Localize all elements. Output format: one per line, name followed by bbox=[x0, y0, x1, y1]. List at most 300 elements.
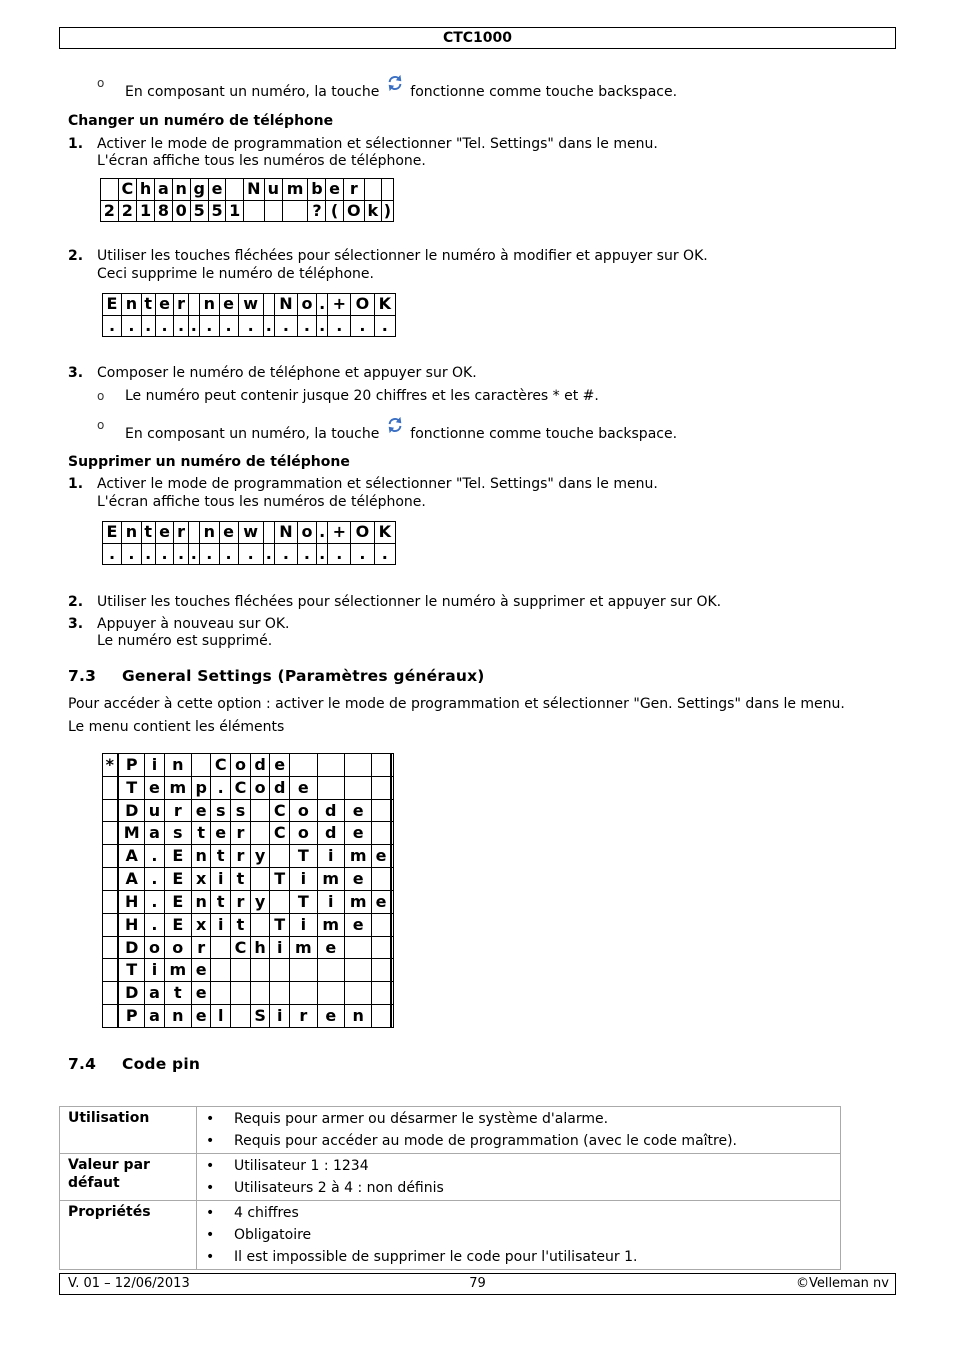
lcd-cell bbox=[264, 200, 282, 222]
lcd-enter-new-number-delete bbox=[102, 521, 396, 565]
lcd-cell: a bbox=[145, 982, 164, 1005]
general-para2: Le menu contient les éléments bbox=[68, 719, 285, 735]
change-step1-line1: Activer le mode de programmation et sélectionner "Tel. Settings" dans le menu. bbox=[97, 136, 658, 152]
lcd-cell: . bbox=[145, 890, 164, 913]
lcd-cell: r bbox=[192, 936, 211, 959]
lcd-cell: A bbox=[119, 845, 145, 868]
lcd-cell: r bbox=[290, 1005, 317, 1028]
lcd-cell: . bbox=[317, 294, 328, 316]
change-step1-line2: L'écran affiche tous les numéros de téléphone. bbox=[97, 153, 426, 169]
lcd-cell: h bbox=[137, 179, 155, 201]
lcd-cell bbox=[372, 868, 390, 891]
table-row bbox=[60, 1107, 841, 1154]
lcd-cell bbox=[290, 959, 317, 982]
lcd-cell bbox=[270, 845, 290, 868]
lcd-cell bbox=[344, 959, 371, 982]
lcd-row bbox=[103, 936, 394, 959]
section-title: Code pin bbox=[122, 1055, 201, 1073]
table-row bbox=[60, 1154, 841, 1201]
intro-bullet bbox=[97, 74, 104, 92]
lcd-cell: e bbox=[344, 822, 371, 845]
lcd-cell: + bbox=[328, 294, 351, 316]
lcd-cell: t bbox=[141, 522, 155, 544]
lcd-cell: . bbox=[263, 315, 274, 337]
step-number: 3. bbox=[68, 365, 84, 381]
lcd-cell: * bbox=[103, 754, 118, 777]
lcd-cell: . bbox=[122, 315, 142, 337]
intro-bullet-text: En composant un numéro, la touche fonctionne comme touche backspace. bbox=[125, 74, 677, 101]
lcd-cell bbox=[250, 822, 269, 845]
lcd-cell: t bbox=[192, 822, 211, 845]
lcd-cell: e bbox=[192, 799, 211, 822]
lcd-cell: i bbox=[145, 959, 164, 982]
lcd-cell bbox=[103, 845, 118, 868]
lcd-cell bbox=[231, 982, 251, 1005]
lcd-cell bbox=[317, 959, 344, 982]
refresh-icon bbox=[386, 416, 404, 434]
lcd-cell: d bbox=[270, 776, 290, 799]
section-number: 7.3 bbox=[68, 667, 97, 685]
lcd-cell: s bbox=[164, 822, 191, 845]
table-key: Valeur par défaut bbox=[60, 1154, 197, 1201]
list-item: • Obligatoire bbox=[198, 1224, 839, 1246]
lcd-cell bbox=[344, 776, 371, 799]
lcd-cell: . bbox=[199, 543, 219, 565]
change-bullet1: Le numéro peut contenir jusque 20 chiffres et les caractères * et #. bbox=[125, 388, 599, 404]
lcd-cell: ( bbox=[326, 200, 343, 222]
lcd-cell bbox=[211, 959, 231, 982]
lcd-cell: m bbox=[164, 959, 191, 982]
lcd-cell bbox=[231, 1005, 251, 1028]
lcd-cell: C bbox=[270, 822, 290, 845]
lcd-cell: . bbox=[145, 868, 164, 891]
lcd-cell bbox=[392, 868, 394, 891]
lcd-row bbox=[103, 890, 394, 913]
lcd-cell: T bbox=[119, 776, 145, 799]
lcd-cell: e bbox=[317, 1005, 344, 1028]
lcd-cell: . bbox=[328, 543, 351, 565]
lcd-cell: e bbox=[270, 754, 290, 777]
lcd-cell: D bbox=[119, 799, 145, 822]
lcd-cell: K bbox=[374, 294, 395, 316]
lcd-cell: . bbox=[328, 315, 351, 337]
lcd-cell: . bbox=[141, 315, 155, 337]
section-title: General Settings (Paramètres généraux) bbox=[122, 667, 485, 685]
lcd-cell: o bbox=[145, 936, 164, 959]
lcd-cell: 1 bbox=[226, 200, 244, 222]
lcd-cell: O bbox=[351, 294, 374, 316]
lcd-cell: C bbox=[231, 776, 251, 799]
lcd-cell bbox=[270, 982, 290, 1005]
delete-step1-line2: L'écran affiche tous les numéros de téléphone. bbox=[97, 494, 426, 510]
change-heading: Changer un numéro de téléphone bbox=[68, 113, 334, 129]
lcd-cell: e bbox=[192, 1005, 211, 1028]
lcd-general-menu bbox=[102, 753, 394, 1028]
lcd-cell: e bbox=[219, 522, 238, 544]
lcd-cell: l bbox=[211, 1005, 231, 1028]
lcd-cell bbox=[243, 200, 264, 222]
lcd-cell: i bbox=[290, 913, 317, 936]
lcd-cell: E bbox=[164, 890, 191, 913]
lcd-cell: . bbox=[317, 543, 328, 565]
lcd-cell: . bbox=[274, 543, 297, 565]
delete-step2-line1: Utiliser les touches fléchées pour sélectionner le numéro à supprimer et appuyer sur OK. bbox=[97, 594, 722, 610]
lcd-cell: O bbox=[351, 522, 374, 544]
header-title: CTC1000 bbox=[442, 30, 513, 46]
table-value bbox=[197, 1201, 841, 1270]
delete-step3-line2: Le numéro est supprimé. bbox=[97, 633, 273, 649]
lcd-cell: m bbox=[282, 179, 308, 201]
lcd-row bbox=[103, 845, 394, 868]
lcd-cell: i bbox=[290, 868, 317, 891]
step-number: 3. bbox=[68, 616, 84, 632]
lcd-cell: m bbox=[344, 890, 371, 913]
lcd-cell: 8 bbox=[155, 200, 173, 222]
lcd-cell: i bbox=[211, 913, 231, 936]
lcd-cell: C bbox=[118, 179, 137, 201]
lcd-cell: r bbox=[231, 890, 251, 913]
lcd-cell bbox=[344, 982, 371, 1005]
page-header bbox=[59, 27, 896, 49]
change-step3-line1: Composer le numéro de téléphone et appuyer sur OK. bbox=[97, 365, 477, 381]
lcd-cell: o bbox=[231, 754, 251, 777]
lcd-cell: C bbox=[270, 799, 290, 822]
lcd-cell: A bbox=[119, 868, 145, 891]
lcd-cell: g bbox=[190, 179, 208, 201]
lcd-cell: i bbox=[270, 936, 290, 959]
table-value bbox=[197, 1107, 841, 1154]
lcd-cell: e bbox=[145, 776, 164, 799]
bullet-marker: o bbox=[97, 389, 105, 403]
lcd-cell: y bbox=[250, 890, 269, 913]
list-item: • Requis pour accéder au mode de programmation (avec le code maître). bbox=[198, 1130, 839, 1152]
lcd-cell: r bbox=[164, 799, 191, 822]
lcd-cell: . bbox=[374, 543, 395, 565]
lcd-cell: d bbox=[317, 822, 344, 845]
lcd-cell: ? bbox=[308, 200, 326, 222]
lcd-row bbox=[103, 822, 394, 845]
lcd-cell: n bbox=[164, 1005, 191, 1028]
lcd-cell: o bbox=[290, 799, 317, 822]
lcd-cell: . bbox=[374, 315, 395, 337]
lcd-cell: . bbox=[155, 543, 174, 565]
pin-table bbox=[59, 1106, 841, 1270]
lcd-cell: r bbox=[174, 522, 188, 544]
lcd-cell: e bbox=[192, 982, 211, 1005]
lcd-cell: m bbox=[164, 776, 191, 799]
lcd-cell bbox=[372, 776, 390, 799]
lcd-cell: P bbox=[119, 1005, 145, 1028]
lcd-cell: n bbox=[199, 294, 219, 316]
lcd-cell: n bbox=[192, 890, 211, 913]
lcd-cell: E bbox=[164, 845, 191, 868]
lcd-cell: T bbox=[270, 913, 290, 936]
lcd-row bbox=[103, 799, 394, 822]
lcd-cell: r bbox=[231, 822, 251, 845]
lcd-cell bbox=[250, 799, 269, 822]
lcd-cell: m bbox=[317, 913, 344, 936]
lcd-cell: . bbox=[317, 522, 328, 544]
table-value bbox=[197, 1154, 841, 1201]
lcd-cell: o bbox=[250, 776, 269, 799]
lcd-cell: r bbox=[231, 845, 251, 868]
lcd-cell: e bbox=[290, 776, 317, 799]
lcd-cell bbox=[101, 179, 119, 201]
lcd-cell: . bbox=[297, 315, 316, 337]
lcd-cell: w bbox=[238, 294, 263, 316]
lcd-cell bbox=[392, 936, 394, 959]
lcd-cell bbox=[188, 294, 199, 316]
lcd-cell bbox=[392, 776, 394, 799]
lcd-cell bbox=[103, 868, 118, 891]
lcd-cell bbox=[103, 890, 118, 913]
lcd-cell bbox=[372, 913, 390, 936]
lcd-cell bbox=[188, 522, 199, 544]
lcd-cell: . bbox=[317, 315, 328, 337]
lcd-cell: K bbox=[374, 522, 395, 544]
lcd-cell: o bbox=[164, 936, 191, 959]
lcd-cell: r bbox=[174, 294, 188, 316]
lcd-cell bbox=[344, 754, 371, 777]
lcd-cell bbox=[270, 890, 290, 913]
lcd-cell bbox=[211, 982, 231, 1005]
lcd-cell bbox=[392, 754, 394, 777]
lcd-cell: b bbox=[308, 179, 326, 201]
lcd-cell bbox=[290, 754, 317, 777]
lcd-cell bbox=[392, 1005, 394, 1028]
lcd-cell bbox=[103, 799, 118, 822]
lcd-cell bbox=[103, 776, 118, 799]
lcd-cell: e bbox=[344, 868, 371, 891]
lcd-cell bbox=[103, 959, 118, 982]
step-number: 1. bbox=[68, 136, 84, 152]
lcd-cell: . bbox=[155, 315, 174, 337]
lcd-cell bbox=[392, 913, 394, 936]
lcd-cell: t bbox=[231, 913, 251, 936]
lcd-cell bbox=[392, 982, 394, 1005]
lcd-cell: u bbox=[264, 179, 282, 201]
lcd-cell bbox=[263, 294, 274, 316]
step-number: 1. bbox=[68, 476, 84, 492]
lcd-row bbox=[103, 754, 394, 777]
lcd-row bbox=[103, 543, 396, 565]
lcd-cell bbox=[372, 822, 390, 845]
lcd-cell: T bbox=[119, 959, 145, 982]
lcd-cell: e bbox=[372, 845, 390, 868]
lcd-cell: D bbox=[119, 936, 145, 959]
lcd-cell: t bbox=[141, 294, 155, 316]
lcd-cell bbox=[192, 754, 211, 777]
lcd-cell: H bbox=[119, 913, 145, 936]
lcd-cell bbox=[103, 982, 118, 1005]
page-footer bbox=[59, 1273, 896, 1295]
lcd-cell bbox=[250, 868, 269, 891]
lcd-cell: E bbox=[103, 294, 122, 316]
lcd-cell: . bbox=[297, 543, 316, 565]
lcd-cell: ) bbox=[381, 200, 393, 222]
lcd-cell: S bbox=[250, 1005, 269, 1028]
lcd-cell: . bbox=[145, 845, 164, 868]
lcd-cell: O bbox=[343, 200, 364, 222]
lcd-cell: r bbox=[343, 179, 364, 201]
lcd-cell: n bbox=[122, 294, 142, 316]
lcd-cell bbox=[103, 822, 118, 845]
change-bullet2: En composant un numéro, la touche fonctionne comme touche backspace. bbox=[125, 416, 677, 443]
footer-copyright: ©Velleman nv bbox=[795, 1276, 889, 1291]
lcd-cell: d bbox=[317, 799, 344, 822]
lcd-cell: i bbox=[317, 890, 344, 913]
lcd-cell: C bbox=[211, 754, 231, 777]
lcd-cell: a bbox=[155, 179, 173, 201]
lcd-cell: e bbox=[192, 959, 211, 982]
step-number: 2. bbox=[68, 594, 84, 610]
lcd-cell: 2 bbox=[118, 200, 137, 222]
lcd-cell: y bbox=[250, 845, 269, 868]
lcd-cell: N bbox=[274, 522, 297, 544]
lcd-cell: p bbox=[192, 776, 211, 799]
lcd-cell: i bbox=[270, 1005, 290, 1028]
general-para1: Pour accéder à cette option : activer le mode de programmation et sélectionner "Gen. Settings" dans le menu. bbox=[68, 696, 845, 712]
lcd-row bbox=[103, 776, 394, 799]
lcd-row bbox=[103, 522, 396, 544]
lcd-cell bbox=[392, 799, 394, 822]
lcd-cell: t bbox=[211, 845, 231, 868]
bullet-marker: o bbox=[97, 76, 105, 90]
delete-step3-line1: Appuyer à nouveau sur OK. bbox=[97, 616, 290, 632]
lcd-cell: H bbox=[119, 890, 145, 913]
bullet-marker: o bbox=[97, 418, 105, 432]
lcd-row bbox=[101, 179, 394, 201]
lcd-cell: m bbox=[317, 868, 344, 891]
delete-heading: Supprimer un numéro de téléphone bbox=[68, 454, 350, 470]
lcd-cell bbox=[372, 799, 390, 822]
lcd-change-number bbox=[100, 178, 394, 222]
lcd-cell: x bbox=[192, 913, 211, 936]
lcd-cell: . bbox=[219, 543, 238, 565]
lcd-cell: u bbox=[145, 799, 164, 822]
lcd-cell bbox=[103, 936, 118, 959]
lcd-cell bbox=[282, 200, 308, 222]
lcd-row bbox=[101, 200, 394, 222]
lcd-cell: o bbox=[290, 822, 317, 845]
list-item: • Il est impossible de supprimer le code pour l'utilisateur 1. bbox=[198, 1246, 839, 1268]
table-row bbox=[60, 1201, 841, 1270]
list-item: • Utilisateur 1 : 1234 bbox=[198, 1155, 839, 1177]
list-item: • Utilisateurs 2 à 4 : non définis bbox=[198, 1177, 839, 1199]
lcd-row bbox=[103, 315, 396, 337]
lcd-cell: a bbox=[145, 1005, 164, 1028]
lcd-cell: 5 bbox=[208, 200, 226, 222]
lcd-cell: h bbox=[250, 936, 269, 959]
lcd-cell bbox=[317, 776, 344, 799]
lcd-cell: o bbox=[297, 294, 316, 316]
lcd-cell: d bbox=[250, 754, 269, 777]
lcd-cell: . bbox=[274, 315, 297, 337]
table-key: Utilisation bbox=[60, 1107, 197, 1154]
lcd-row bbox=[103, 1005, 394, 1028]
lcd-cell: e bbox=[155, 294, 174, 316]
lcd-cell bbox=[250, 959, 269, 982]
lcd-cell bbox=[392, 822, 394, 845]
lcd-cell: o bbox=[297, 522, 316, 544]
lcd-cell bbox=[372, 959, 390, 982]
lcd-cell: . bbox=[145, 913, 164, 936]
lcd-cell: . bbox=[238, 543, 263, 565]
lcd-cell: m bbox=[344, 845, 371, 868]
lcd-cell bbox=[392, 845, 394, 868]
lcd-cell: k bbox=[364, 200, 381, 222]
lcd-row bbox=[103, 982, 394, 1005]
lcd-cell: t bbox=[231, 868, 251, 891]
change-step2-line2: Ceci supprime le numéro de téléphone. bbox=[97, 266, 374, 282]
lcd-cell: E bbox=[103, 522, 122, 544]
lcd-cell bbox=[211, 936, 231, 959]
lcd-cell: t bbox=[164, 982, 191, 1005]
list-item: • 4 chiffres bbox=[198, 1202, 839, 1224]
delete-step1-line1: Activer le mode de programmation et sélectionner "Tel. Settings" dans le menu. bbox=[97, 476, 658, 492]
lcd-cell: + bbox=[328, 522, 351, 544]
lcd-cell bbox=[226, 179, 244, 201]
lcd-cell: n bbox=[164, 754, 191, 777]
step-number: 2. bbox=[68, 248, 84, 264]
lcd-row bbox=[103, 294, 396, 316]
lcd-cell: s bbox=[231, 799, 251, 822]
lcd-cell: . bbox=[174, 315, 188, 337]
lcd-cell bbox=[317, 982, 344, 1005]
lcd-cell: e bbox=[344, 913, 371, 936]
lcd-cell: T bbox=[270, 868, 290, 891]
lcd-cell bbox=[372, 982, 390, 1005]
lcd-cell: . bbox=[351, 315, 374, 337]
lcd-cell bbox=[372, 754, 390, 777]
lcd-cell: e bbox=[211, 822, 231, 845]
lcd-cell: E bbox=[164, 868, 191, 891]
lcd-cell: e bbox=[344, 799, 371, 822]
lcd-cell: 0 bbox=[172, 200, 190, 222]
lcd-cell bbox=[290, 982, 317, 1005]
lcd-cell bbox=[381, 179, 393, 201]
lcd-cell bbox=[263, 522, 274, 544]
lcd-cell bbox=[317, 754, 344, 777]
lcd-cell: s bbox=[211, 799, 231, 822]
lcd-cell bbox=[270, 959, 290, 982]
lcd-cell: . bbox=[263, 543, 274, 565]
lcd-cell bbox=[250, 982, 269, 1005]
lcd-cell: . bbox=[174, 543, 188, 565]
lcd-cell bbox=[392, 890, 394, 913]
lcd-cell: N bbox=[274, 294, 297, 316]
lcd-cell bbox=[372, 1005, 390, 1028]
lcd-cell: i bbox=[317, 845, 344, 868]
lcd-cell: C bbox=[231, 936, 251, 959]
lcd-cell bbox=[231, 959, 251, 982]
lcd-cell: E bbox=[164, 913, 191, 936]
lcd-cell: . bbox=[103, 315, 122, 337]
lcd-cell: e bbox=[155, 522, 174, 544]
lcd-cell: T bbox=[290, 845, 317, 868]
lcd-cell bbox=[103, 913, 118, 936]
lcd-cell bbox=[250, 913, 269, 936]
lcd-cell: w bbox=[238, 522, 263, 544]
lcd-cell: 2 bbox=[101, 200, 119, 222]
lcd-cell: e bbox=[208, 179, 226, 201]
lcd-cell: . bbox=[122, 543, 142, 565]
lcd-cell: . bbox=[351, 543, 374, 565]
footer-page-number: 79 bbox=[469, 1276, 486, 1291]
lcd-cell: . bbox=[103, 543, 122, 565]
lcd-cell: n bbox=[192, 845, 211, 868]
lcd-cell: e bbox=[219, 294, 238, 316]
